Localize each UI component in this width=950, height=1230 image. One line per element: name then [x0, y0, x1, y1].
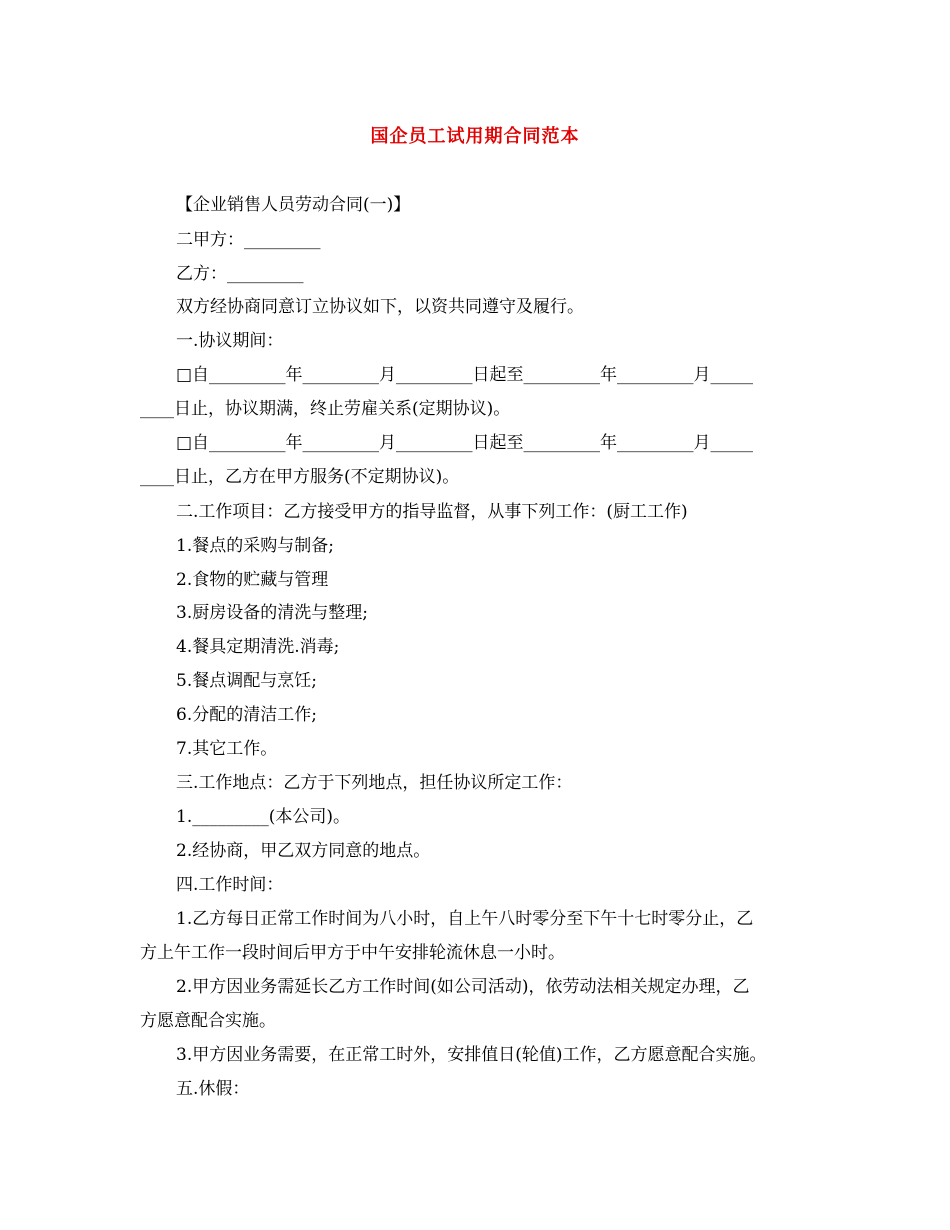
- paragraph-line: 方愿意配合实施。: [140, 1011, 276, 1031]
- list-item: 2.经协商，甲乙双方同意的地点。: [176, 841, 431, 861]
- list-item: 4.餐具定期清洗.消毒;: [176, 637, 340, 657]
- paragraph-line: ____日止，协议期满，终止劳雇关系(定期协议)。: [140, 399, 511, 419]
- paragraph-line: □自_________年_________月_________日起至_________年_________月_____: [176, 433, 754, 453]
- list-item: 1.餐点的采购与制备;: [176, 536, 334, 556]
- party-b-line: 乙方：_________: [176, 264, 304, 284]
- section-heading: 一.协议期间：: [176, 331, 284, 351]
- paragraph-line: ____日止，乙方在甲方服务(不定期协议)。: [140, 467, 460, 487]
- list-item: 6.分配的清洁工作;: [176, 705, 317, 725]
- section-heading: 三.工作地点：乙方于下列地点，担任协议所定工作：: [176, 773, 573, 793]
- section-heading: 二.工作项目：乙方接受甲方的指导监督，从事下列工作：(厨工工作): [176, 502, 688, 522]
- contract-heading: 【企业销售人员劳动合同(一)】: [176, 195, 411, 215]
- paragraph-line: 3.甲方因业务需要，在正常工时外，安排值日(轮值)工作，乙方愿意配合实施。: [176, 1045, 767, 1065]
- party-a-line: 二甲方：_________: [176, 230, 321, 250]
- list-item: 7.其它工作。: [176, 739, 278, 759]
- paragraph-line: □自_________年_________月_________日起至_________年_________月_____: [176, 365, 754, 385]
- paragraph-line: 2.甲方因业务需延长乙方工作时间(如公司活动)，依劳动法相关规定办理，乙: [176, 977, 750, 997]
- paragraph-line: 1.乙方每日正常工作时间为八小时，自上午八时零分至下午十七时零分止，乙: [176, 909, 754, 929]
- document-title: 国企员工试用期合同范本: [370, 126, 580, 147]
- list-item: 5.餐点调配与烹饪;: [176, 671, 317, 691]
- section-heading: 四.工作时间：: [176, 875, 284, 895]
- list-item: 2.食物的贮藏与管理: [176, 570, 329, 590]
- list-item: 3.厨房设备的清洗与整理;: [176, 603, 368, 623]
- agreement-intro: 双方经协商同意订立协议如下，以资共同遵守及履行。: [176, 297, 584, 317]
- section-heading: 五.休假：: [176, 1079, 250, 1099]
- list-item: 1._________(本公司)。: [176, 807, 350, 827]
- paragraph-line: 方上午工作一段时间后甲方于中午安排轮流休息一小时。: [140, 943, 565, 963]
